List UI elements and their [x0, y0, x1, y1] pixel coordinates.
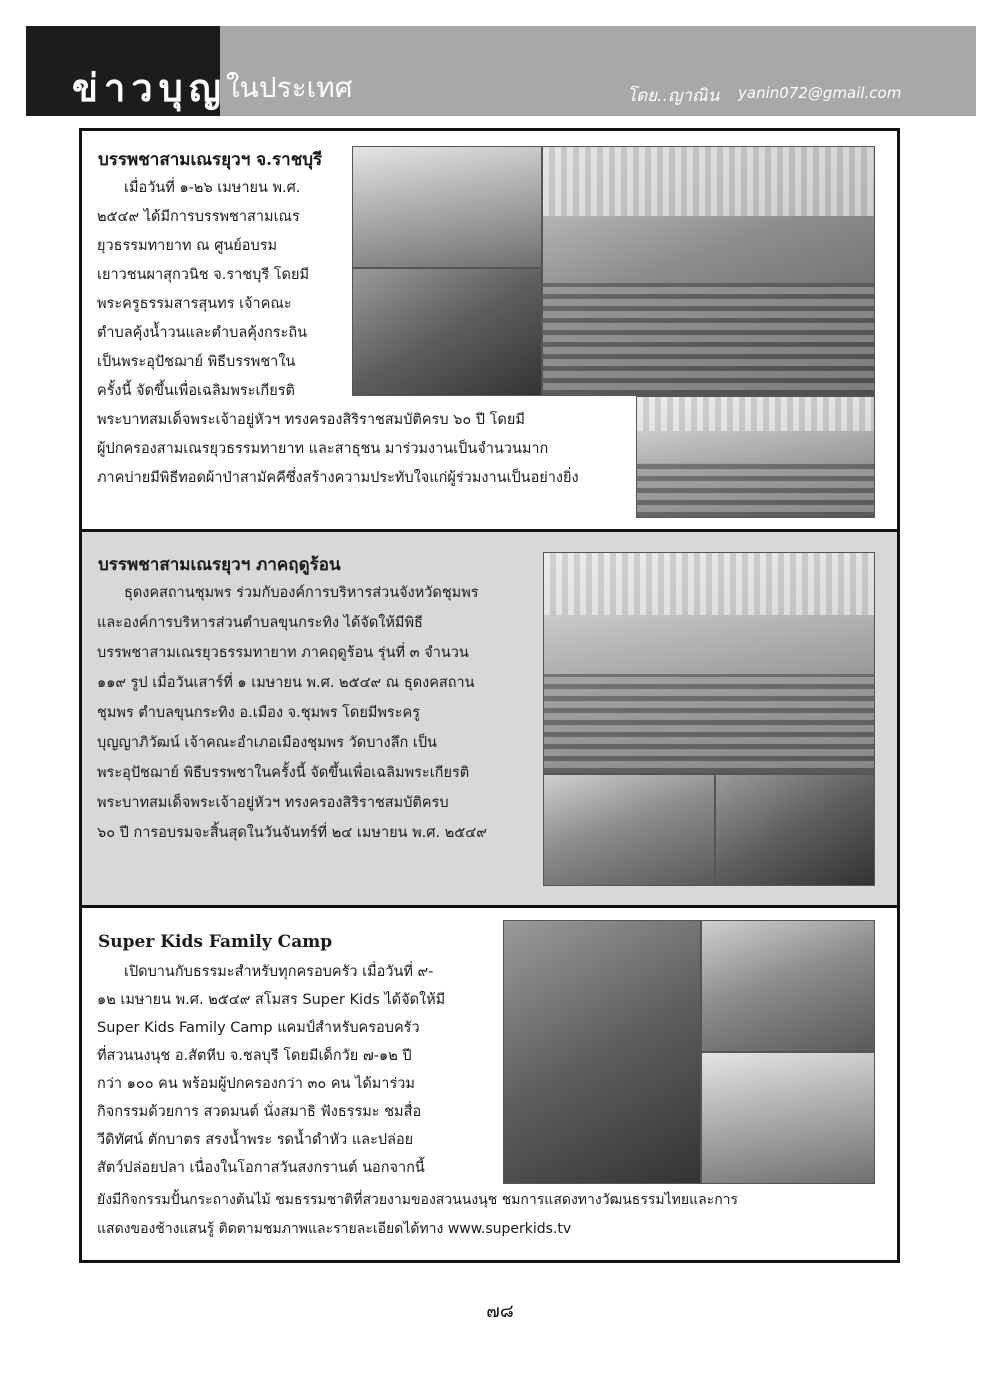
article-2-photo-pavilion: [543, 552, 875, 774]
article-2-line: ชุมพร ตำบลขุนกระทิง อ.เมือง จ.ชุมพร โดยมีพระครู: [97, 705, 421, 721]
article-2-line: ๑๑๙ รูป เมื่อวันเสาร์ที่ ๑ เมษายน พ.ศ. ๒๕๔๙ ณ ธุดงคสถาน: [97, 675, 475, 691]
article-1-line: ภาคบ่ายมีพิธีทอดผ้าป่าสามัคคีซึ่งสร้างความประทับใจแก่ผู้ร่วมงานเป็นอย่างยิ่ง: [97, 470, 579, 486]
article-2-title: บรรพชาสามเณรยุวฯ ภาคฤดูร้อน: [98, 555, 341, 575]
article-2-photo-offering: [715, 774, 875, 886]
article-3-line: แสดงของช้างแสนรู้ ติดตามชมภาพและรายละเอียดได้ทาง www.superkids.tv: [97, 1221, 572, 1237]
article-2-line: และองค์การบริหารส่วนตำบลขุนกระทิง ได้จัดให้มีพิธี: [97, 615, 423, 631]
article-1-line: ๒๕๔๙ ได้มีการบรรพชาสามเณร: [97, 209, 300, 225]
article-3-photo-family-activity: [701, 1052, 875, 1184]
article-3-line: Super Kids Family Camp แคมป์สำหรับครอบครัว: [97, 1020, 420, 1036]
article-3-title: Super Kids Family Camp: [98, 932, 333, 952]
article-1-line: เมื่อวันที่ ๑-๒๖ เมษายน พ.ศ.: [124, 180, 301, 196]
article-2-photo-novices: [543, 774, 715, 886]
article-2-line: บุญญาภิวัฒน์ เจ้าคณะอำเภอเมืองชุมพร วัดบางลึก เป็น: [97, 735, 437, 751]
article-2-line: บรรพชาสามเณรยุวธรรมทายาท ภาคฤดูร้อน รุ่นที่ ๓ จำนวน: [97, 645, 469, 661]
header-byline: โดย..ญาณิน: [627, 86, 720, 106]
article-1-line: ตำบลคุ้งน้ำวนและตำบลคุ้งกระถิน: [97, 325, 308, 341]
article-3-line: ยังมีกิจกรรมปั้นกระถางต้นไม้ ชมธรรมชาติที่สวยงามของสวนนงนุช ชมการแสดงทางวัฒนธรรมไทยและการ: [97, 1192, 739, 1208]
article-2-line: ธุดงคสถานชุมพร ร่วมกับองค์การบริหารส่วนจังหวัดชุมพร: [124, 585, 479, 601]
header-email: yanin072@gmail.com: [738, 84, 902, 102]
article-3-photo-monks-alms: [503, 920, 701, 1184]
article-2-line: พระบาทสมเด็จพระเจ้าอยู่หัวฯ ทรงครองสิริราชสมบัติครบ: [97, 795, 449, 811]
article-3-line: ๑๒ เมษายน พ.ศ. ๒๕๔๙ สโมสร Super Kids ได้จัดให้มี: [97, 992, 446, 1008]
article-2-line: พระอุปัชฌาย์ พิธีบรรพชาในครั้งนี้ จัดขึ้นเพื่อเฉลิมพระเกียรติ: [97, 765, 470, 781]
article-1-photo-novices-row: [542, 146, 875, 396]
article-3-line: เปิดบานกับธรรมะสำหรับทุกครอบครัว เมื่อวันที่ ๙-: [124, 964, 434, 980]
article-1-line: ยุวธรรมทายาท ณ ศูนย์อบรม: [97, 238, 278, 254]
page-number: ๗๘: [486, 1301, 514, 1322]
article-1-line: พระบาทสมเด็จพระเจ้าอยู่หัวฯ ทรงครองสิริราชสมบัติครบ ๖๐ ปี โดยมี: [97, 412, 525, 428]
article-3-line: กว่า ๑๐๐ คน พร้อมผู้ปกครองกว่า ๓๐ คน ได้มาร่วม: [97, 1076, 415, 1092]
article-3-line: ที่สวนนงนุช อ.สัตหีบ จ.ชลบุรี โดยมีเด็กวัย ๗-๑๒ ปี: [97, 1048, 412, 1064]
article-3-photo-kids-meditation: [701, 920, 875, 1052]
article-3-line: วีดิทัศน์ ตักบาตร สรงน้ำพระ รดน้ำดำหัว และปล่อย: [97, 1132, 414, 1148]
article-3-line: สัตว์ปล่อยปลา เนื่องในโอกาสวันสงกรานต์ นอกจากนี้: [97, 1160, 425, 1176]
article-1-line: ครั้งนี้ จัดขึ้นเพื่อเฉลิมพระเกียรติ: [97, 383, 295, 399]
article-1-line: พระครูธรรมสารสุนทร เจ้าคณะ: [97, 296, 292, 312]
header-title: ข่าวบุญ: [72, 66, 228, 110]
article-1-line: เป็นพระอุปัชฌาย์ พิธีบรรพชาใน: [97, 354, 296, 370]
article-1-photo-ceremony: [352, 146, 542, 268]
article-1-line: ผู้ปกครองสามเณรยุวธรรมทายาท และสาธุชน มาร่วมงานเป็นจำนวนมาก: [97, 441, 549, 457]
article-1-photo-hall: [636, 396, 875, 518]
header-subtitle: ในประเทศ: [226, 71, 353, 104]
article-2-line: ๖๐ ปี การอบรมจะสิ้นสุดในวันจันทร์ที่ ๒๔ เมษายน พ.ศ. ๒๕๔๙: [97, 825, 487, 841]
article-1-title: บรรพชาสามเณรยุวฯ จ.ราชบุรี: [98, 150, 323, 170]
article-1-line: เยาวชนผาสุกวนิช จ.ราชบุรี โดยมี: [97, 267, 309, 283]
article-1-photo-tables: [352, 268, 542, 396]
article-3-line: กิจกรรมด้วยการ สวดมนต์ นั่งสมาธิ ฟังธรรมะ ชมสื่อ: [97, 1104, 422, 1120]
